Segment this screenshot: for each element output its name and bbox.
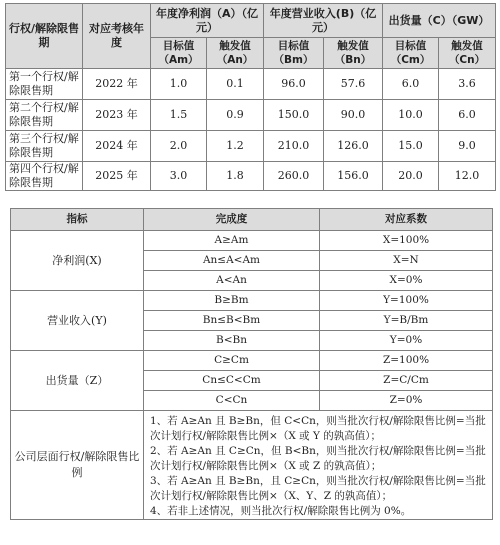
cn-cell: 9.0 xyxy=(439,131,496,162)
bm-cell: 150.0 xyxy=(264,100,324,131)
header-cm: 目标值（Cm） xyxy=(383,38,439,69)
performance-target-table xyxy=(5,3,496,191)
header-coefficient: 对应系数 xyxy=(320,209,493,231)
year-cell: 2022 年 xyxy=(83,69,151,100)
year-cell: 2025 年 xyxy=(83,162,151,191)
bn-cell: 156.0 xyxy=(324,162,383,191)
bm-cell: 96.0 xyxy=(264,69,324,100)
bn-cell: 57.6 xyxy=(324,69,383,100)
completion-cell: C<Cn xyxy=(144,391,320,411)
table-row xyxy=(11,231,493,251)
company-level-rules xyxy=(144,411,493,520)
header-bm: 目标值（Bm） xyxy=(264,38,324,69)
coefficient-cell: Y=0% xyxy=(320,331,493,351)
am-cell: 1.0 xyxy=(151,69,207,100)
coefficient-table xyxy=(10,208,493,520)
cm-cell: 20.0 xyxy=(383,162,439,191)
completion-cell: B≥Bm xyxy=(144,291,320,311)
header-am: 目标值（Am） xyxy=(151,38,207,69)
table-row xyxy=(6,100,496,131)
header-indicator: 指标 xyxy=(11,209,144,231)
bn-cell: 90.0 xyxy=(324,100,383,131)
coefficient-cell: Z=100% xyxy=(320,351,493,371)
cn-cell: 12.0 xyxy=(439,162,496,191)
am-cell: 3.0 xyxy=(151,162,207,191)
table-row xyxy=(11,411,493,520)
bm-cell: 210.0 xyxy=(264,131,324,162)
completion-cell: An≤A<Am xyxy=(144,251,320,271)
header-an: 触发值（An） xyxy=(207,38,264,69)
header-completion: 完成度 xyxy=(144,209,320,231)
header-revenue: 年度营业收入(B)（亿元） xyxy=(264,4,383,38)
rule-item: 1、若 A≥An 且 B≥Bn，但 C<Cn，则当批次行权/解除限售比例=当批次计划行权/解除限售比例×（X 或 Y 的孰高值）； xyxy=(150,415,486,442)
cm-cell: 15.0 xyxy=(383,131,439,162)
cm-cell: 6.0 xyxy=(383,69,439,100)
an-cell: 0.9 xyxy=(207,100,264,131)
table-row xyxy=(6,162,496,191)
metric-revenue: 营业收入(Y) xyxy=(11,291,144,351)
period-cell: 第四个行权/解除限售期 xyxy=(6,162,83,191)
company-level-label: 公司层面行权/解除限售比例 xyxy=(11,411,144,520)
period-cell: 第一个行权/解除限售期 xyxy=(6,69,83,100)
an-cell: 1.2 xyxy=(207,131,264,162)
period-cell: 第二个行权/解除限售期 xyxy=(6,100,83,131)
an-cell: 0.1 xyxy=(207,69,264,100)
completion-cell: A<An xyxy=(144,271,320,291)
cn-cell: 3.6 xyxy=(439,69,496,100)
cn-cell: 6.0 xyxy=(439,100,496,131)
table-row xyxy=(11,291,493,311)
coefficient-cell: Z=C/Cm xyxy=(320,371,493,391)
header-year: 对应考核年度 xyxy=(83,4,151,69)
coefficient-cell: X=N xyxy=(320,251,493,271)
metric-net-profit: 净利润(X) xyxy=(11,231,144,291)
bm-cell: 260.0 xyxy=(264,162,324,191)
header-shipment: 出货量（C）（GW） xyxy=(383,4,496,38)
year-cell: 2024 年 xyxy=(83,131,151,162)
completion-cell: Cn≤C<Cm xyxy=(144,371,320,391)
coefficient-cell: Y=B/Bm xyxy=(320,311,493,331)
table-row xyxy=(6,69,496,100)
cm-cell: 10.0 xyxy=(383,100,439,131)
header-net-profit: 年度净利润（A）（亿元） xyxy=(151,4,264,38)
header-bn: 触发值（Bn） xyxy=(324,38,383,69)
completion-cell: Bn≤B<Bm xyxy=(144,311,320,331)
year-cell: 2023 年 xyxy=(83,100,151,131)
header-cn: 触发值（Cn） xyxy=(439,38,496,69)
rule-item: 2、若 A≥An 且 C≥Cn，但 B<Bn，则当批次行权/解除限售比例=当批次计划行权/解除限售比例×（X 或 Z 的孰高值）； xyxy=(150,445,486,472)
coefficient-cell: Y=100% xyxy=(320,291,493,311)
table-row xyxy=(11,351,493,371)
completion-cell: C≥Cm xyxy=(144,351,320,371)
metric-shipment: 出货量（Z） xyxy=(11,351,144,411)
coefficient-cell: Z=0% xyxy=(320,391,493,411)
completion-cell: B<Bn xyxy=(144,331,320,351)
am-cell: 2.0 xyxy=(151,131,207,162)
rule-item: 4、若非上述情况，则当批次行权/解除限售比例为 0%。 xyxy=(150,505,412,517)
period-cell: 第三个行权/解除限售期 xyxy=(6,131,83,162)
coefficient-cell: X=100% xyxy=(320,231,493,251)
an-cell: 1.8 xyxy=(207,162,264,191)
coefficient-cell: X=0% xyxy=(320,271,493,291)
bn-cell: 126.0 xyxy=(324,131,383,162)
rule-item: 3、若 A≥An 且 B≥Bn，且 C≥Cn，则当批次行权/解除限售比例=当批次计划行权/解除限售比例×（X、Y、Z 的孰高值）； xyxy=(150,475,486,502)
am-cell: 1.5 xyxy=(151,100,207,131)
header-period: 行权/解除限售期 xyxy=(6,4,83,69)
table-row xyxy=(6,131,496,162)
completion-cell: A≥Am xyxy=(144,231,320,251)
